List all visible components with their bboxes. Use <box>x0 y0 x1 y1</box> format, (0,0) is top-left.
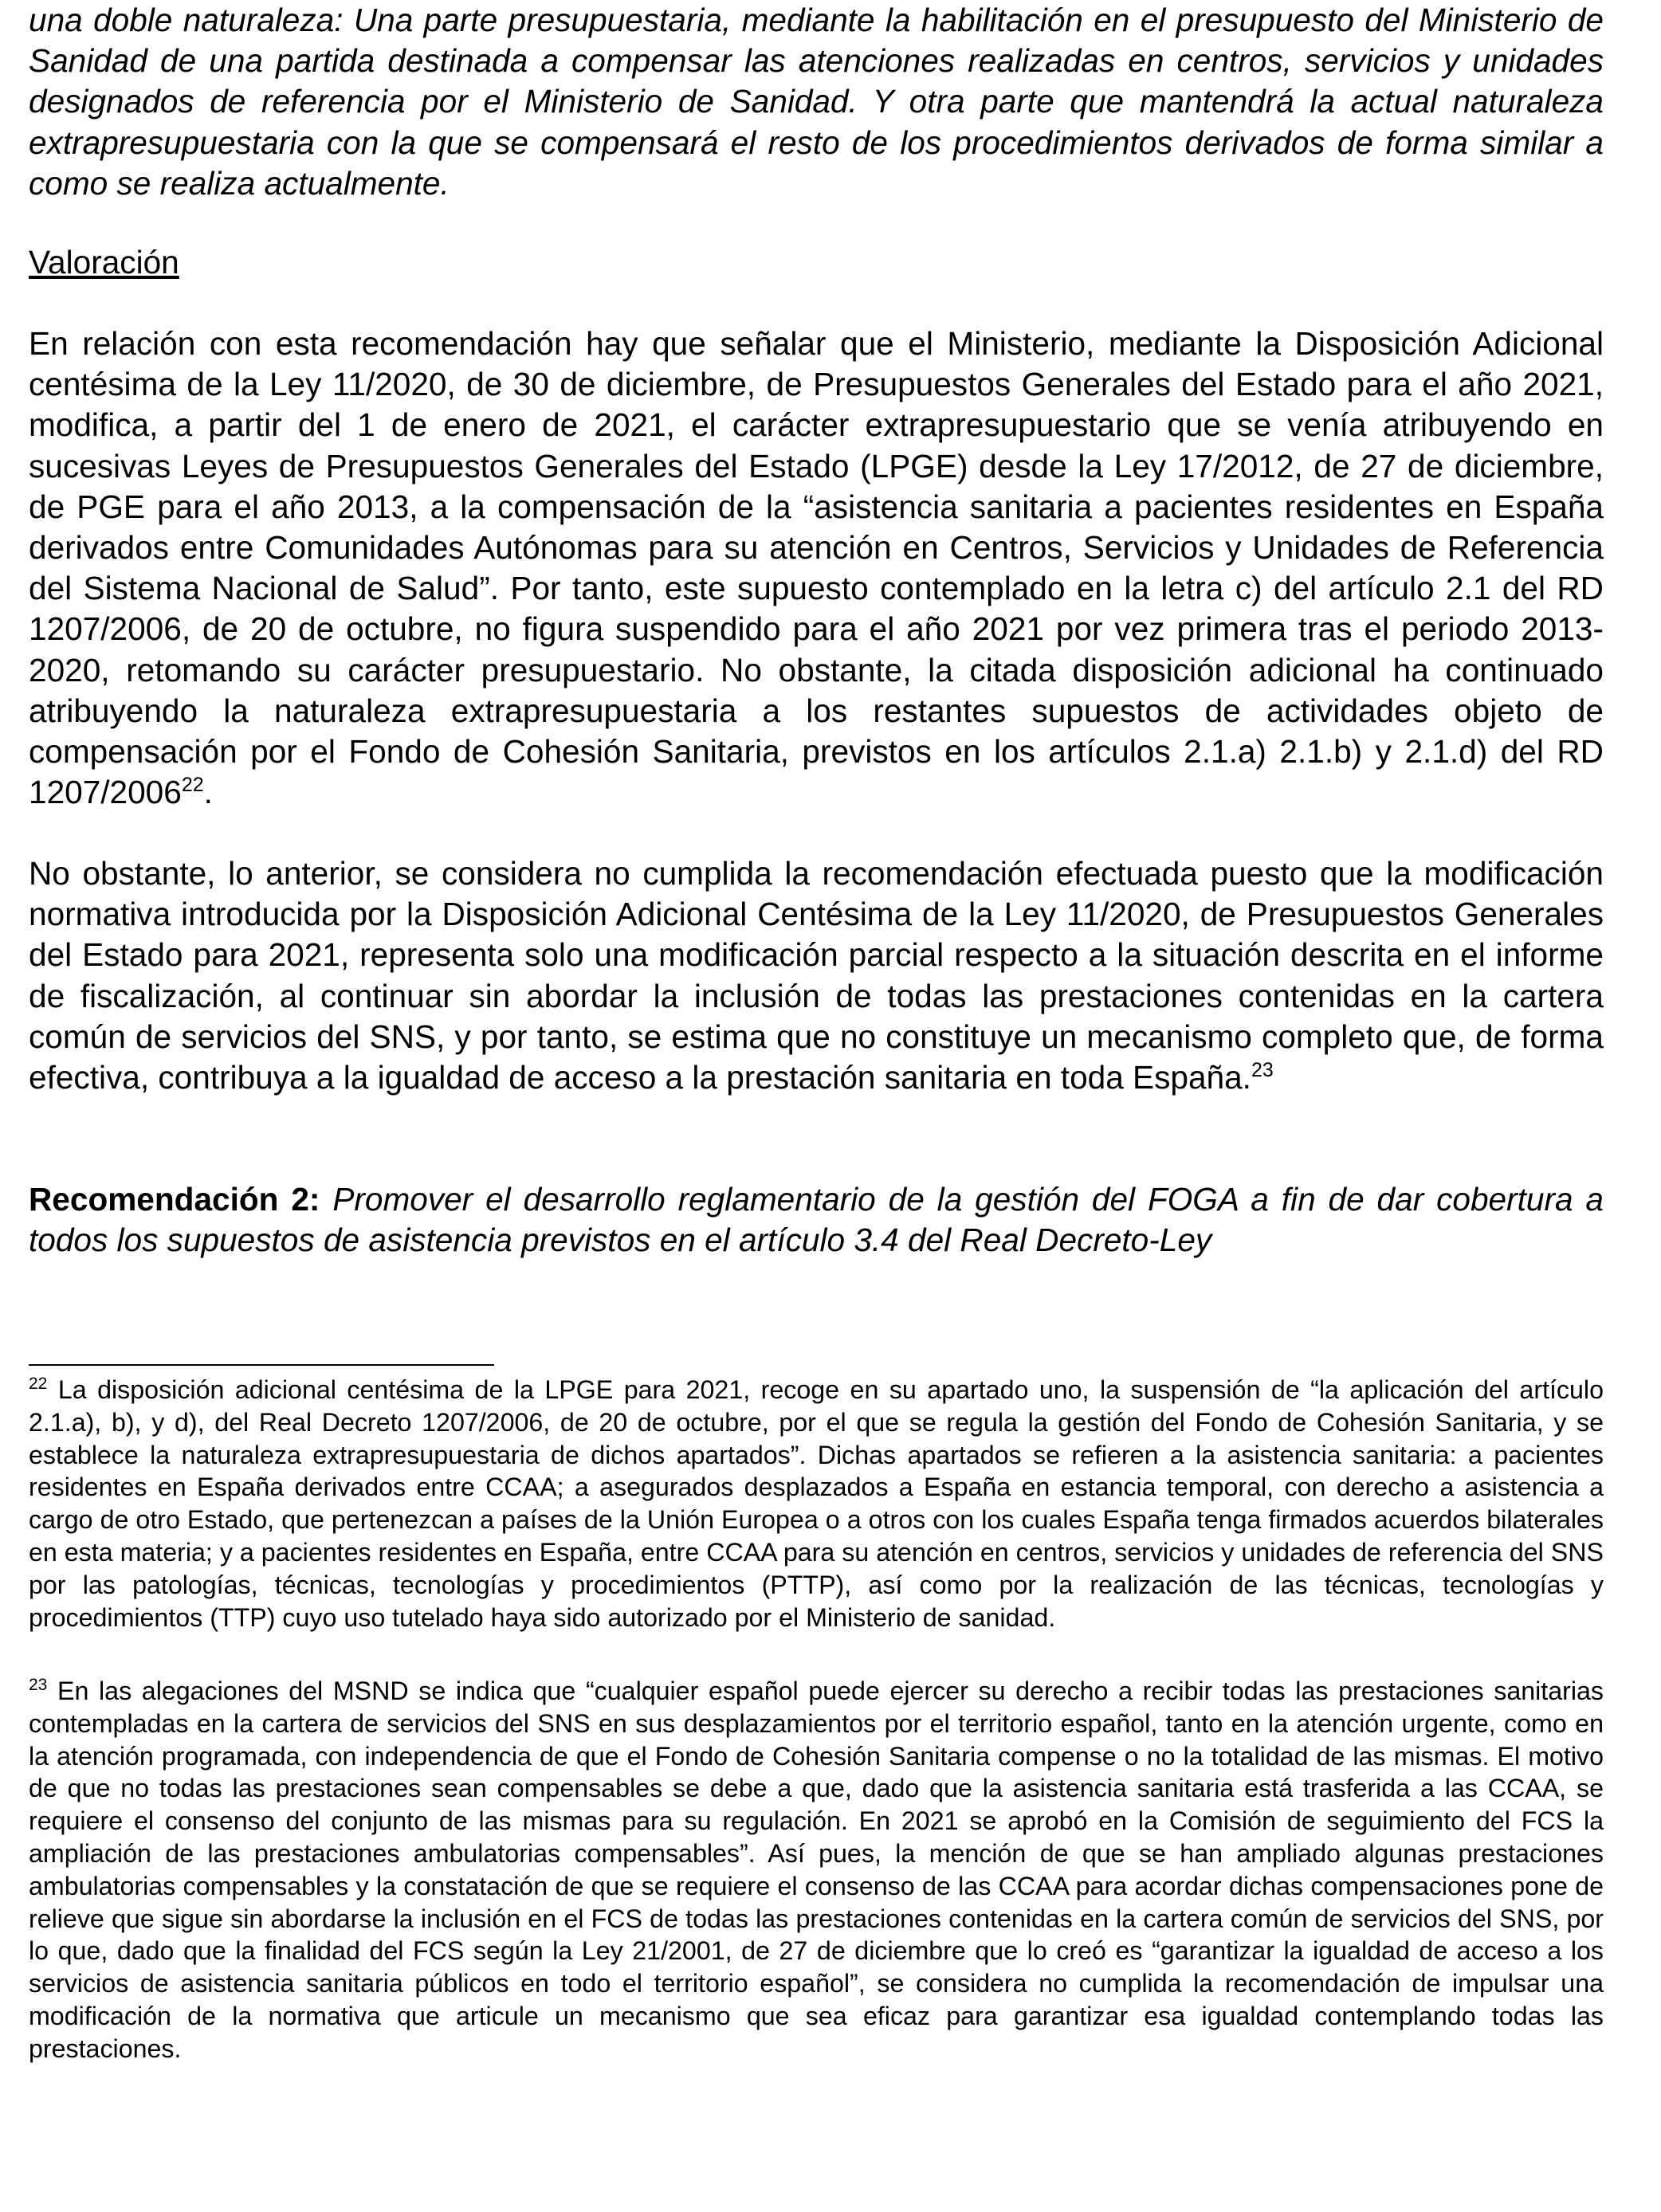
valoracion-heading: Valoración <box>29 244 179 280</box>
relation-paragraph <box>29 324 1604 813</box>
footnote-ref-23[interactable]: 23 <box>1251 1059 1274 1082</box>
relation-paragraph-end: . <box>203 774 213 811</box>
recommendation-2-text: Promover el desarrollo reglamentario de la gestión del FOGA a fin de dar cobertura a todos los supuestos de asistencia previstos en el artículo 3.4 del Real Decreto-Ley <box>29 1181 1604 1259</box>
footnote-22-text: La disposición adicional centésima de la LPGE para 2021, recoge en su apartado uno, la suspensión de “la aplicación del artículo 2.1.a), b), y d), del Real Decreto 1207/2006, de 20 de octubre, por el que se regula la gestión del Fondo de Cohesión Sanitaria, y se establece la naturaleza extrapresupuestaria de dichos apartados”. Dichas apartados se refieren a la asistencia sanitaria: a pacientes residentes en España derivados entre CCAA; a asegurados desplazados a España en estancia temporal, con derecho a asistencia a cargo de otro Estado, que pertenezcan a países de la Unión Europea o a otros con los cuales España tenga firmados acuerdos bilaterales en esta materia; y a pacientes residentes en España, entre CCAA para su atención en centros, servicios y unidades de referencia del SNS por las patologías, técnicas, tecnologías y procedimientos (PTTP), así como por la realización de las técnicas, tecnologías y procedimientos (TTP) cuyo uso tutelado haya sido autorizado por el Ministerio de sanidad. <box>29 1375 1604 1632</box>
relation-paragraph-text: En relación con esta recomendación hay que señalar que el Ministerio, mediante la Disposición Adicional centésima de la Ley 11/2020, de 30 de diciembre, de Presupuestos Generales del Estado para el año 2021, modifica, a partir del 1 de enero de 2021, el carácter extrapresupuestario que se venía atribuyendo en sucesivas Leyes de Presupuestos Generales del Estado (LPGE) desde la Ley 17/2012, de 27 de diciembre, de PGE para el año 2013, a la compensación de la “asistencia sanitaria a pacientes residentes en España derivados entre Comunidades Autónomas para su atención en Centros, Servicios y Unidades de Referencia del Sistema Nacional de Salud”. Por tanto, este supuesto contemplado en la letra c) del artículo 2.1 del RD 1207/2006, de 20 de octubre, no figura suspendido para el año 2021 por vez primera tras el periodo 2013-2020, retomando su carácter presupuestario. No obstante, la citada disposición adicional ha continuado atribuyendo la naturaleza extrapresupuestaria a los restantes supuestos de actividades objeto de compensación por el Fondo de Cohesión Sanitaria, previstos en los artículos 2.1.a) 2.1.b) y 2.1.d) del RD 1207/2006 <box>29 325 1604 811</box>
recommendation-2-paragraph <box>29 1179 1604 1261</box>
footnote-23-number: 23 <box>29 1676 48 1694</box>
recommendation-2-label: Recomendación 2: <box>29 1181 320 1218</box>
footnote-separator <box>29 1364 494 1366</box>
noobstante-paragraph-text: No obstante, lo anterior, se considera no cumplida la recomendación efectuada puesto que la modificación normativa introducida por la Disposición Adicional Centésima de la Ley 11/2020, de Presupuestos Generales del Estado para 2021, representa solo una modificación parcial respecto a la situación descrita en el informe de fiscalización, al continuar sin abordar la inclusión de todas las prestaciones contenidas en la cartera común de servicios del SNS, y por tanto, se estima que no constituye un mecanismo completo que, de forma efectiva, contribuya a la igualdad de acceso a la prestación sanitaria en toda España. <box>29 855 1604 1096</box>
footnote-22 <box>29 1374 1604 1634</box>
footnote-23 <box>29 1675 1604 2065</box>
footnote-23-text: En las alegaciones del MSND se indica que “cualquier español puede ejercer su derecho a recibir todas las prestaciones sanitarias contempladas en la cartera de servicios del SNS en sus desplazamientos por el territorio español, tanto en la atención urgente, como en la atención programada, con independencia de que el Fondo de Cohesión Sanitaria compense o no la totalidad de las mismas. El motivo de que no todas las prestaciones sean compensables se debe a que, dado que la asistencia sanitaria está trasferida a las CCAA, se requiere el consenso del conjunto de las mismas para su regulación. En 2021 se aprobó en la Comisión de seguimiento del FCS la ampliación de las prestaciones ambulatorias compensables”. Así pues, la mención de que se han ampliado algunas prestaciones ambulatorias compensables y la constatación de que se requiere el consenso de las CCAA para acordar dichas compensaciones pone de relieve que sigue sin abordarse la inclusión en el FCS de todas las prestaciones contenidas en la cartera común de servicios del SNS, por lo que, dado que la finalidad del FCS según la Ley 21/2001, de 27 de diciembre que lo creó es “garantizar la igualdad de acceso a los servicios de asistencia sanitaria públicos en todo el territorio español”, se considera no cumplida la recomendación de impulsar una modificación de la normativa que articule un mecanismo que sea eficaz para garantizar esa igualdad contemplando todas las prestaciones. <box>29 1677 1604 2063</box>
footnote-22-number: 22 <box>29 1375 48 1393</box>
noobstante-paragraph <box>29 853 1604 1098</box>
footnote-ref-22[interactable]: 22 <box>181 774 204 797</box>
intro-paragraph: una doble naturaleza: Una parte presupuestaria, mediante la habilitación en el presupuesto del Ministerio de Sanidad de una partida destinada a compensar las atenciones realizadas en centros, servicios y unidades designados de referencia por el Ministerio de Sanidad. Y otra parte que mantendrá la actual naturaleza extrapresupuestaria con la que se compensará el resto de los procedimientos derivados de forma similar a como se realiza actualmente. <box>29 2 1604 202</box>
